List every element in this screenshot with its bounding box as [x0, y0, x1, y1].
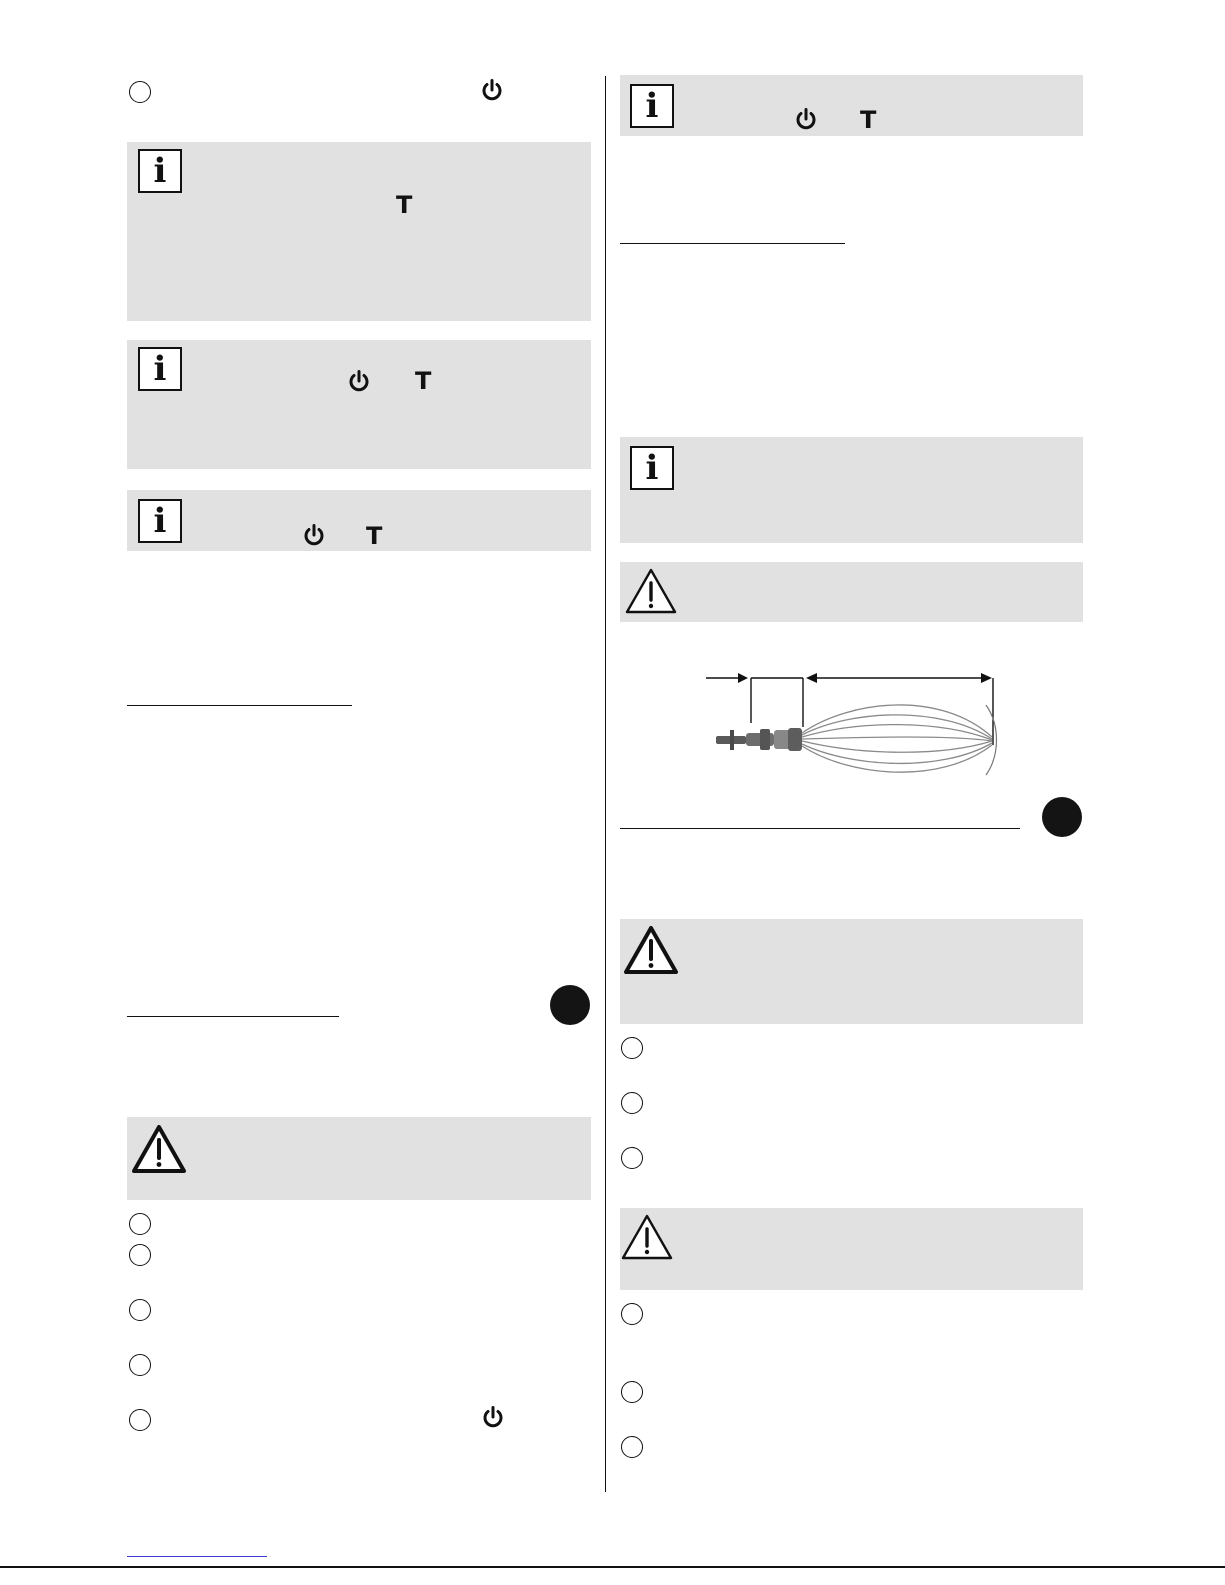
- info-note-box: [620, 75, 1083, 136]
- turbo-t-icon: T: [396, 191, 413, 219]
- footer-link-underline[interactable]: [127, 1556, 267, 1557]
- section-heading-rule: [127, 705, 352, 706]
- info-icon: i: [138, 149, 182, 193]
- step-circle: [129, 1213, 151, 1235]
- step-circle: [129, 1409, 151, 1431]
- info-note-box: [127, 490, 591, 551]
- warning-note-box: [620, 562, 1083, 622]
- warning-triangle-icon: [623, 925, 679, 975]
- column-divider: [605, 76, 606, 1492]
- warning-triangle-icon: [620, 1213, 674, 1261]
- step-circle: [621, 1037, 643, 1059]
- section-heading-rule: [620, 243, 845, 244]
- turbo-t-icon: T: [415, 367, 432, 395]
- warning-note-box: [127, 1117, 591, 1200]
- power-icon: [794, 107, 818, 131]
- info-icon: i: [138, 347, 182, 391]
- figure-reference-badge: [1042, 797, 1082, 837]
- info-note-box: [127, 142, 591, 321]
- warning-note-box: [620, 919, 1083, 1024]
- info-icon: i: [630, 446, 674, 490]
- turbo-t-icon: T: [366, 522, 383, 550]
- step-circle: [621, 1436, 643, 1458]
- step-circle: [129, 1244, 151, 1266]
- power-icon: [480, 78, 504, 102]
- info-note-box: [620, 437, 1083, 543]
- section-heading-rule: [620, 828, 1020, 829]
- power-icon: [347, 369, 371, 393]
- info-icon: i: [630, 84, 674, 128]
- figure-reference-badge: [550, 985, 590, 1025]
- info-note-box: [127, 340, 591, 469]
- step-circle: [621, 1147, 643, 1169]
- power-icon: [302, 523, 326, 547]
- power-icon: [481, 1405, 505, 1429]
- section-heading-rule: [127, 1016, 339, 1017]
- step-circle: [129, 81, 151, 103]
- warning-triangle-icon: [624, 567, 678, 615]
- whisk-attachment-illustration: [700, 665, 1000, 780]
- info-icon: i: [138, 499, 182, 543]
- turbo-t-icon: T: [860, 106, 877, 134]
- step-circle: [129, 1354, 151, 1376]
- step-circle: [621, 1381, 643, 1403]
- step-circle: [621, 1092, 643, 1114]
- warning-triangle-icon: [131, 1124, 187, 1174]
- page-bottom-rule: [0, 1566, 1225, 1568]
- step-circle: [129, 1299, 151, 1321]
- warning-note-box: [620, 1208, 1083, 1290]
- step-circle: [621, 1303, 643, 1325]
